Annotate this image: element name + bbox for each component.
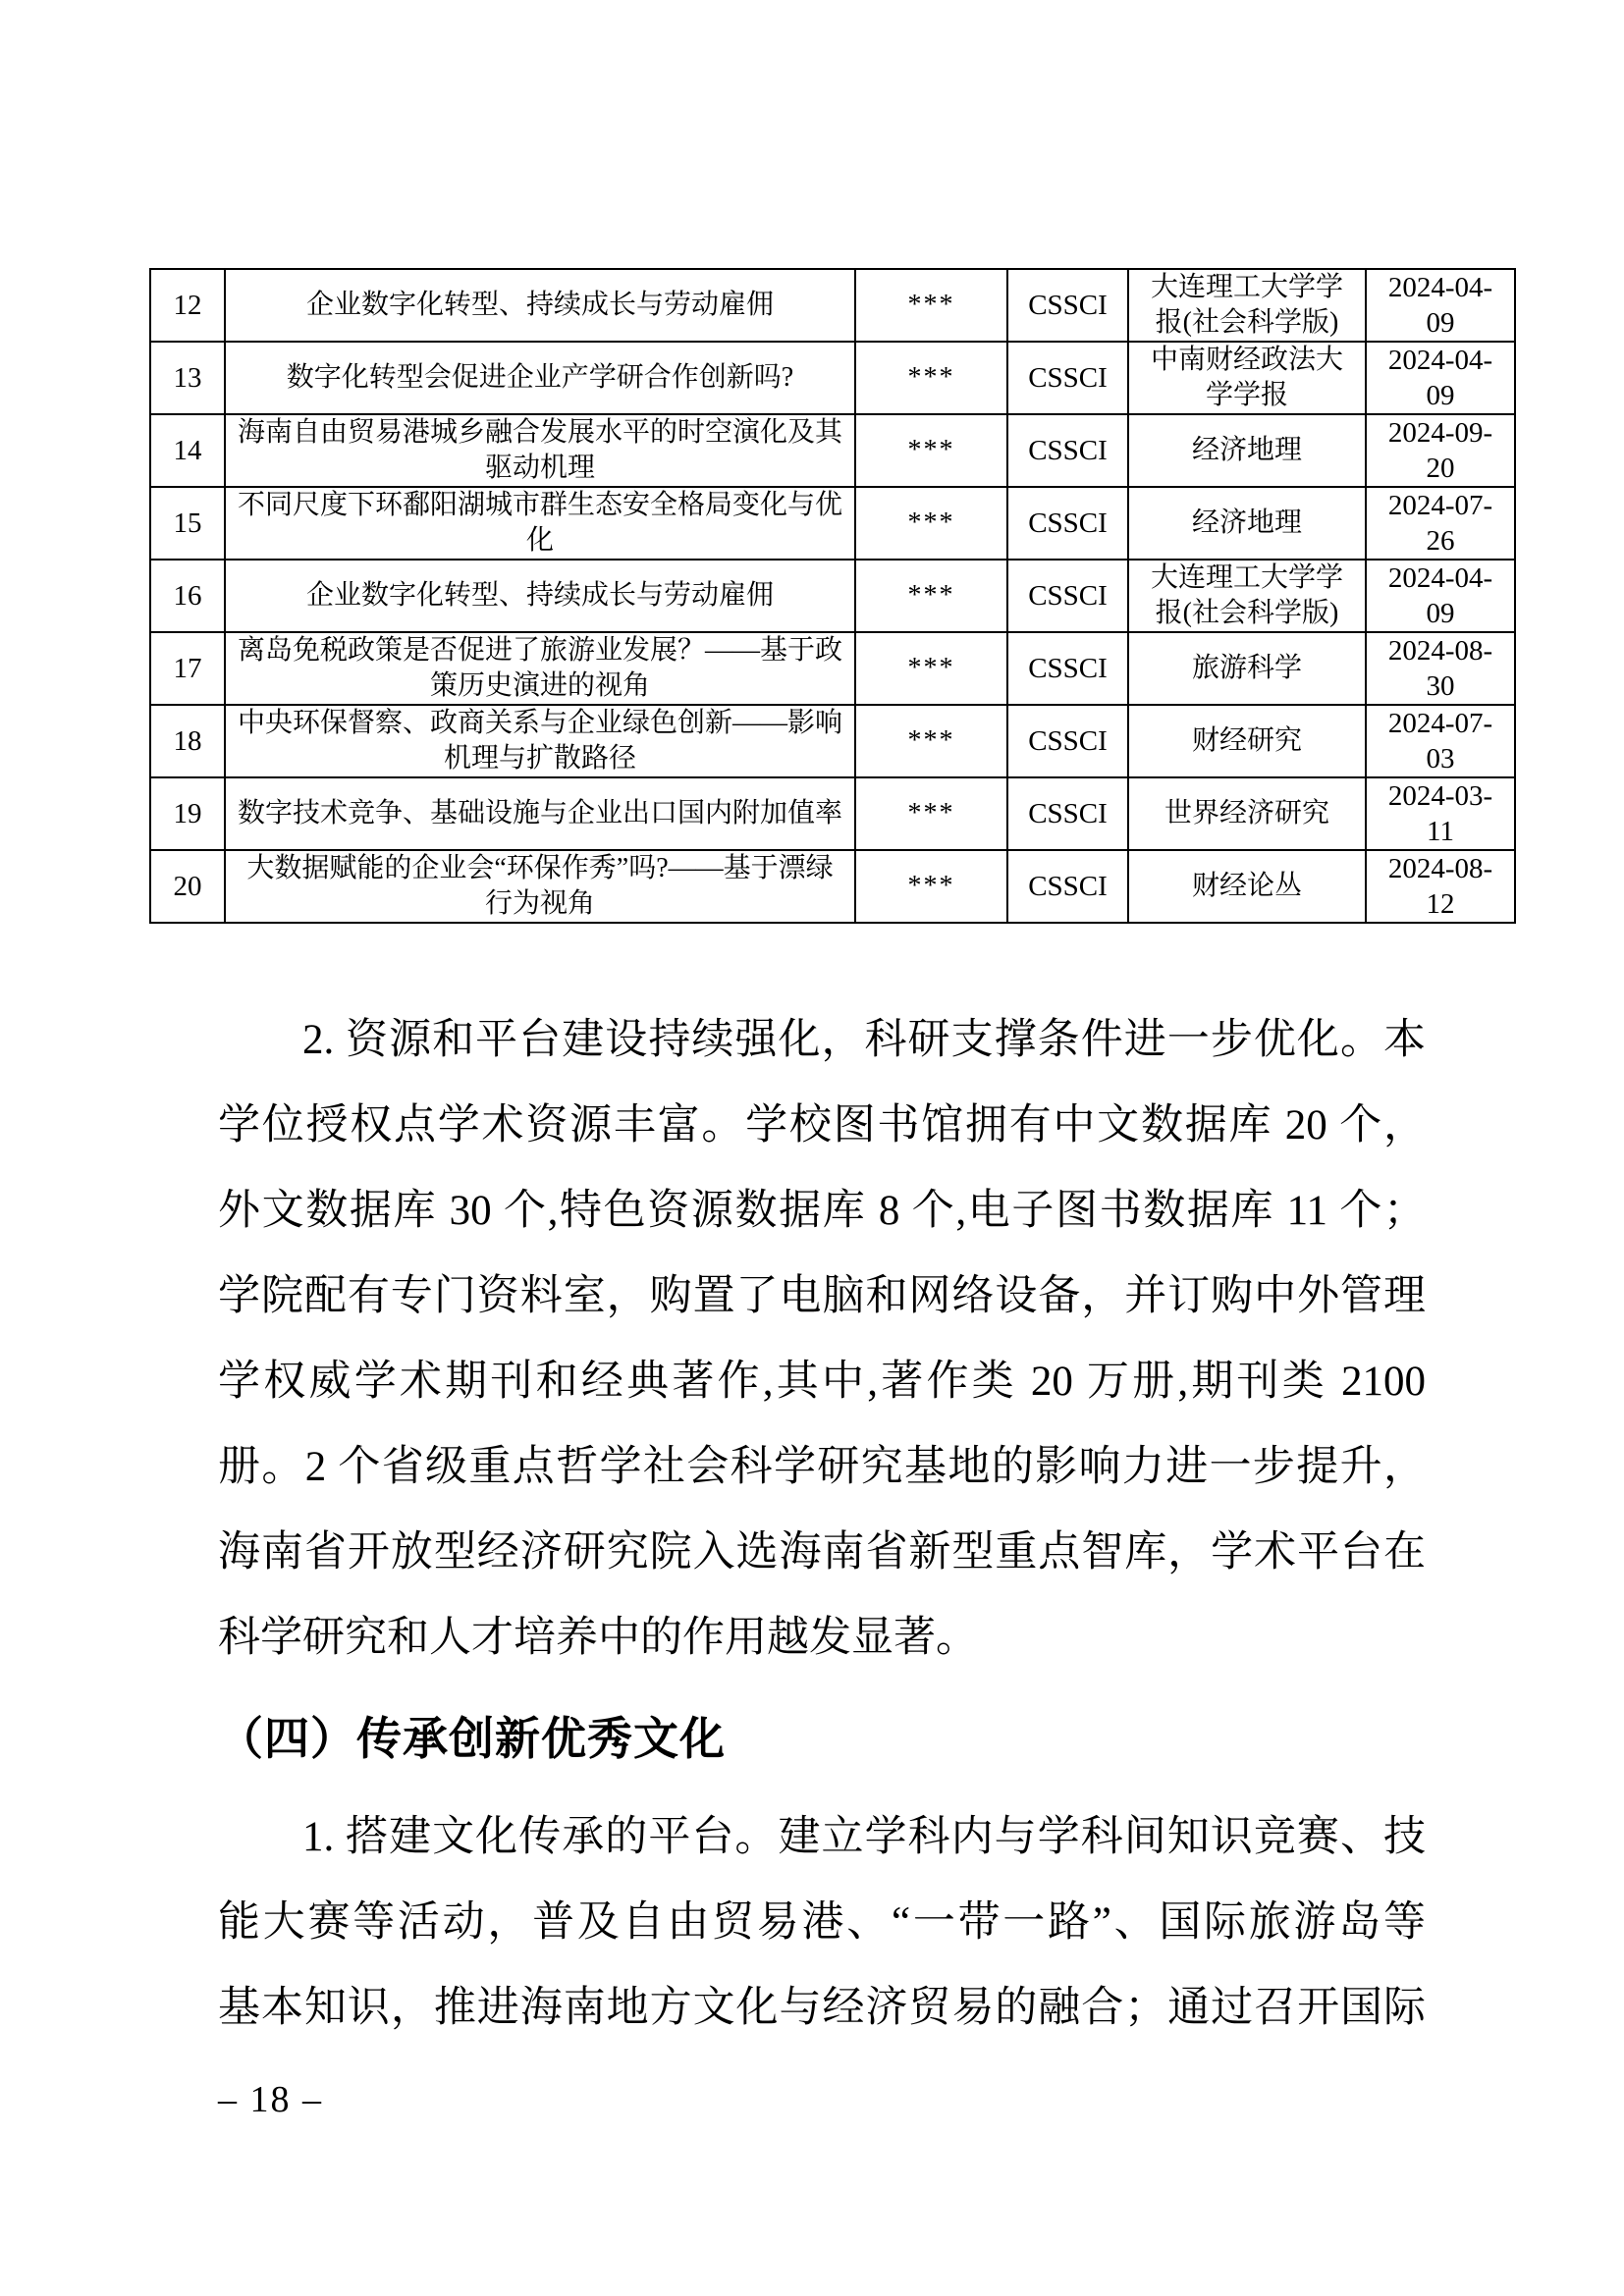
- cell-row-number: 19: [150, 777, 225, 850]
- cell-publish-date: 2024-07-26: [1366, 487, 1515, 560]
- paragraph-line: 海南省开放型经济研究院入选海南省新型重点智库，学术平台在: [218, 1529, 1426, 1575]
- cell-author-masked: ***: [855, 414, 1007, 487]
- cell-publish-date: 2024-09-20: [1366, 414, 1515, 487]
- cell-row-number: 12: [150, 269, 225, 342]
- cell-publish-date: 2024-04-09: [1366, 560, 1515, 632]
- cell-index-type: CSSCI: [1007, 487, 1128, 560]
- cell-index-type: CSSCI: [1007, 632, 1128, 705]
- cell-row-number: 17: [150, 632, 225, 705]
- paragraph-line: 册。2 个省级重点哲学社会科学研究基地的影响力进一步提升，: [218, 1444, 1426, 1490]
- cell-paper-title: 数字技术竞争、基础设施与企业出口国内附加值率: [225, 777, 855, 850]
- cell-author-masked: ***: [855, 850, 1007, 923]
- cell-row-number: 15: [150, 487, 225, 560]
- cell-paper-title: 企业数字化转型、持续成长与劳动雇佣: [225, 560, 855, 632]
- cell-publish-date: 2024-04-09: [1366, 269, 1515, 342]
- section-heading: （四）传承创新优秀文化: [218, 1713, 726, 1764]
- cell-journal-name: 经济地理: [1128, 487, 1366, 560]
- paragraph-line: 1. 搭建文化传承的平台。建立学科内与学科间知识竞赛、技: [302, 1814, 1426, 1860]
- cell-publish-date: 2024-04-09: [1366, 342, 1515, 414]
- cell-paper-title: 数字化转型会促进企业产学研合作创新吗?: [225, 342, 855, 414]
- cell-author-masked: ***: [855, 632, 1007, 705]
- table-row: [150, 487, 1515, 560]
- cell-paper-title: 不同尺度下环鄱阳湖城市群生态安全格局变化与优化: [225, 487, 855, 560]
- table-row: [150, 269, 1515, 342]
- cell-index-type: CSSCI: [1007, 850, 1128, 923]
- paragraph-line: 能大赛等活动，普及自由贸易港、“一带一路”、国际旅游岛等: [218, 1899, 1426, 1946]
- table-row: [150, 342, 1515, 414]
- page-number: – 18 –: [218, 2079, 323, 2120]
- cell-journal-name: 大连理工大学学报(社会科学版): [1128, 560, 1366, 632]
- cell-row-number: 18: [150, 705, 225, 777]
- cell-publish-date: 2024-08-12: [1366, 850, 1515, 923]
- cell-publish-date: 2024-03-11: [1366, 777, 1515, 850]
- cell-index-type: CSSCI: [1007, 705, 1128, 777]
- cell-author-masked: ***: [855, 342, 1007, 414]
- cell-author-masked: ***: [855, 705, 1007, 777]
- paragraph-line: 科学研究和人才培养中的作用越发显著。: [218, 1615, 978, 1661]
- cell-journal-name: 财经研究: [1128, 705, 1366, 777]
- cell-author-masked: ***: [855, 487, 1007, 560]
- body-text: [218, 997, 1426, 2051]
- paragraph-line: 学院配有专门资料室，购置了电脑和网络设备，并订购中外管理: [218, 1273, 1426, 1319]
- paragraph-line: 学权威学术期刊和经典著作,其中,著作类 20 万册,期刊类 2100: [218, 1359, 1426, 1405]
- cell-journal-name: 旅游科学: [1128, 632, 1366, 705]
- paragraph-line: 2. 资源和平台建设持续强化，科研支撑条件进一步优化。本: [302, 1017, 1426, 1063]
- cell-row-number: 14: [150, 414, 225, 487]
- cell-index-type: CSSCI: [1007, 269, 1128, 342]
- cell-author-masked: ***: [855, 269, 1007, 342]
- table-row: [150, 632, 1515, 705]
- cell-index-type: CSSCI: [1007, 560, 1128, 632]
- publications-table: [149, 268, 1516, 924]
- cell-journal-name: 经济地理: [1128, 414, 1366, 487]
- cell-row-number: 16: [150, 560, 225, 632]
- paragraph-line: 学位授权点学术资源丰富。学校图书馆拥有中文数据库 20 个，: [218, 1102, 1426, 1148]
- cell-paper-title: 中央环保督察、政商关系与企业绿色创新——影响机理与扩散路径: [225, 705, 855, 777]
- cell-journal-name: 大连理工大学学报(社会科学版): [1128, 269, 1366, 342]
- paragraph-line: 外文数据库 30 个,特色资源数据库 8 个,电子图书数据库 11 个；: [218, 1188, 1426, 1234]
- cell-row-number: 20: [150, 850, 225, 923]
- cell-journal-name: 中南财经政法大学学报: [1128, 342, 1366, 414]
- cell-paper-title: 海南自由贸易港城乡融合发展水平的时空演化及其驱动机理: [225, 414, 855, 487]
- cell-author-masked: ***: [855, 560, 1007, 632]
- cell-journal-name: 世界经济研究: [1128, 777, 1366, 850]
- cell-index-type: CSSCI: [1007, 414, 1128, 487]
- paragraph-resources: [218, 997, 1426, 1681]
- cell-index-type: CSSCI: [1007, 777, 1128, 850]
- paragraph-line: 基本知识，推进海南地方文化与经济贸易的融合；通过召开国际: [218, 1985, 1426, 2031]
- table-row: [150, 560, 1515, 632]
- table-row: [150, 414, 1515, 487]
- publications-table-body: [150, 269, 1515, 923]
- table-row: [150, 850, 1515, 923]
- cell-journal-name: 财经论丛: [1128, 850, 1366, 923]
- cell-row-number: 13: [150, 342, 225, 414]
- table-row: [150, 777, 1515, 850]
- cell-paper-title: 大数据赋能的企业会“环保作秀”吗?——基于漂绿行为视角: [225, 850, 855, 923]
- table-row: [150, 705, 1515, 777]
- paragraph-culture: [218, 1794, 1426, 2051]
- cell-author-masked: ***: [855, 777, 1007, 850]
- cell-publish-date: 2024-07-03: [1366, 705, 1515, 777]
- cell-paper-title: 企业数字化转型、持续成长与劳动雇佣: [225, 269, 855, 342]
- cell-index-type: CSSCI: [1007, 342, 1128, 414]
- cell-paper-title: 离岛免税政策是否促进了旅游业发展？——基于政策历史演进的视角: [225, 632, 855, 705]
- cell-publish-date: 2024-08-30: [1366, 632, 1515, 705]
